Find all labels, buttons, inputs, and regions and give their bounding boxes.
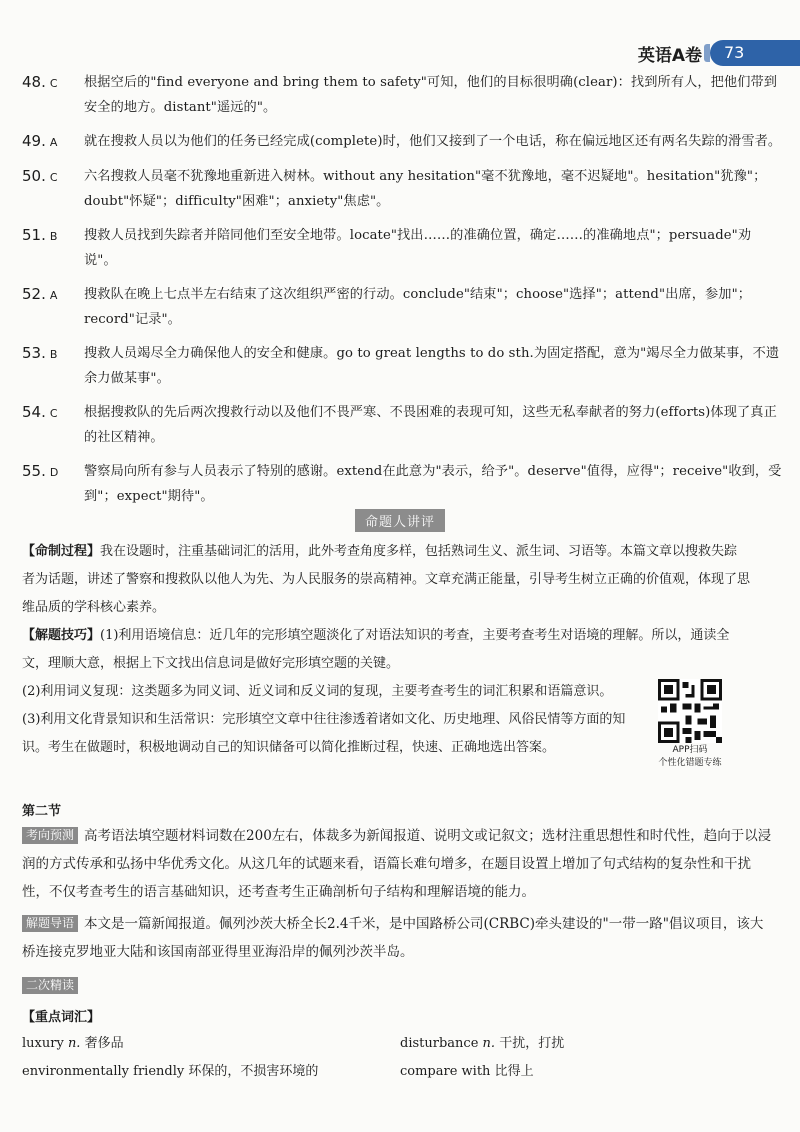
qr-caption-line-1: APP扫码 xyxy=(672,745,708,755)
forecast-text: 高考语法填空题材料词数在200左右，体裁多为新闻报道、说明文或记叙文；选材注重思想性和时代性，趋向于以浸润的方式传承和弘扬中华优秀文化。从这几年的试题来看，语篇长难句增多，在题目设置上增加了句式结构的复杂性和干扰性，不仅考查考生的语言基础知识，还考查考生正确剖析句子结构和理解语境的能力。 xyxy=(22,828,772,900)
answer-number: 53. B xyxy=(22,344,58,362)
vocab-item: compare with 比得上 xyxy=(400,1064,534,1079)
process-paragraph xyxy=(22,538,750,622)
answer-explanation: 六名搜救人员毫不犹豫地重新进入树林。without any hesitation"毫不犹豫地，毫不迟疑地"。hesitation"犹豫"；doubt"怀疑"；difficulty"困难"；anxiety"焦虑"。 xyxy=(84,169,767,209)
skill-item-2: (2)利用词义复现：这类题多为同义词、近义词和反义词的复现，主要考查考生的词汇积累和语篇意识。 xyxy=(22,684,613,699)
qr-caption-line-2: 个性化错题专练 xyxy=(658,758,722,768)
vocab-item: disturbance n. 干扰，打扰 xyxy=(400,1036,565,1051)
review-banner: 命题人讲评 xyxy=(355,509,445,532)
guide-paragraph xyxy=(22,910,774,966)
reading-tag-wrap xyxy=(22,975,84,994)
answer-number: 49. A xyxy=(22,132,58,150)
answer-explanation: 搜救人员竭尽全力确保他人的安全和健康。go to great lengths to do sth.为固定搭配，意为"竭尽全力做某事，不遗余力做某事"。 xyxy=(84,346,780,386)
process-text: 我在设题时，注重基础词汇的活用，此外考查角度多样，包括熟词生义、派生词、习语等。本篇文章以搜救失踪者为话题，讲述了警察和搜救队以他人为先、为人民服务的崇高精神。文章充满正能量，引导考生树立正确的价值观，体现了思维品质的学科核心素养。 xyxy=(22,544,751,615)
page-number-badge: 73 xyxy=(710,40,800,66)
answer-explanation: 警察局向所有参与人员表示了特别的感谢。extend在此意为"表示，给予"。deserve"值得，应得"；receive"收到，受到"；expect"期待"。 xyxy=(84,464,782,504)
skill-label: 【解题技巧】 xyxy=(22,628,101,643)
vocab-list xyxy=(22,1030,782,1086)
vocab-item: luxury n. 奢侈品 xyxy=(22,1036,124,1051)
skill-text: (1)利用语境信息：近几年的完形填空题淡化了对语法知识的考查，主要考查考生对语境的理解。所以，通读全文，理顺大意，根据上下文找出信息词是做好完形填空题的关键。 xyxy=(22,628,730,671)
answer-explanation: 根据空后的"find everyone and bring them to safety"可知，他们的目标很明确(clear)：找到所有人，把他们带到安全的地方。distant"遥远的"。 xyxy=(84,75,778,115)
reading-tag: 二次精读 xyxy=(22,977,78,994)
vocab-row xyxy=(22,1058,782,1086)
vocab-row xyxy=(22,1030,782,1058)
answer-explanation: 搜救队在晚上七点半左右结束了这次组织严密的行动。conclude"结束"；choose"选择"；attend"出席，参加"；record"记录"。 xyxy=(84,287,752,327)
page-header xyxy=(638,38,800,68)
header-title: 英语A卷 xyxy=(637,45,702,66)
section-title: 第二节 xyxy=(22,804,62,819)
answer-item xyxy=(22,223,782,273)
answer-item xyxy=(22,282,782,332)
answer-item xyxy=(22,70,782,120)
forecast-paragraph xyxy=(22,822,774,906)
guide-text: 本文是一篇新闻报道。佩列沙茨大桥全长2.4千米，是中国路桥公司(CRBC)牵头建设的"一带一路"倡议项目，该大桥连接克罗地亚大陆和该国南部亚得里亚海沿岸的佩列沙茨半岛。 xyxy=(22,916,764,960)
vocab-title: 【重点词汇】 xyxy=(22,1010,101,1025)
answer-number: 55. D xyxy=(22,462,59,480)
answer-explanation: 就在搜救人员以为他们的任务已经完成(complete)时，他们又接到了一个电话，称在偏远地区还有两名失踪的滑雪者。 xyxy=(84,134,782,149)
answer-explanation: 搜救人员找到失踪者并陪同他们至安全地带。locate"找出……的准确位置，确定……的准确地点"；persuade"劝说"。 xyxy=(84,228,752,268)
answer-item xyxy=(22,459,782,509)
answer-number: 48. C xyxy=(22,73,58,91)
qr-caption xyxy=(640,744,740,770)
answer-item xyxy=(22,129,782,155)
vocab-item: environmentally friendly 环保的，不损害环境的 xyxy=(22,1064,319,1079)
answer-explanation: 根据搜救队的先后两次搜救行动以及他们不畏严寒、不畏困难的表现可知，这些无私奉献者的努力(efforts)体现了真正的社区精神。 xyxy=(84,405,777,445)
qr-code-icon[interactable] xyxy=(658,679,722,743)
answer-number: 50. C xyxy=(22,167,58,185)
skill-item-3: (3)利用文化背景知识和生活常识：完形填空文章中往往渗透着诸如文化、历史地理、风俗民情等方面的知识。考生在做题时，积极地调动自己的知识储备可以简化推断过程，快速、正确地选出答案。 xyxy=(22,712,626,755)
answer-item xyxy=(22,164,782,214)
answer-number: 52. A xyxy=(22,285,58,303)
guide-tag: 解题导语 xyxy=(22,915,78,932)
answer-list xyxy=(22,70,782,518)
answer-item xyxy=(22,400,782,450)
review-banner-wrap xyxy=(0,509,800,532)
skill-paragraph xyxy=(22,622,750,678)
answer-number: 51. B xyxy=(22,226,58,244)
review-section xyxy=(22,538,750,762)
process-label: 【命制过程】 xyxy=(22,544,101,559)
forecast-tag: 考向预测 xyxy=(22,827,78,844)
answer-number: 54. C xyxy=(22,403,58,421)
answer-item xyxy=(22,341,782,391)
